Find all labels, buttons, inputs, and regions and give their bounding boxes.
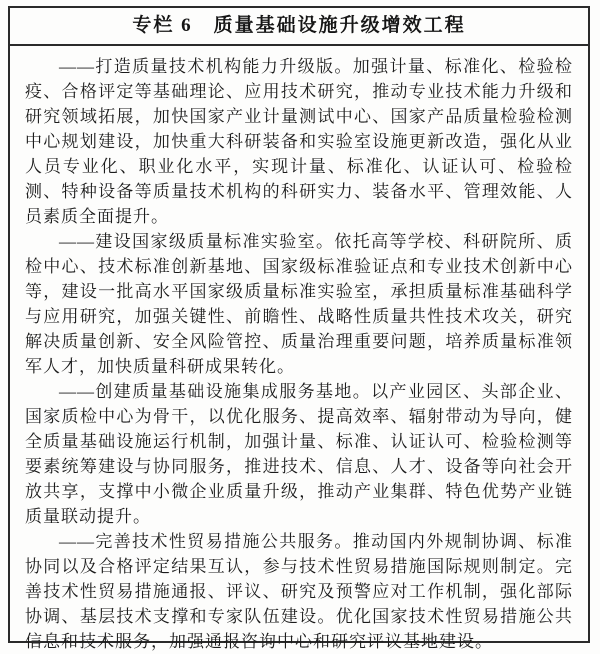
paragraph-national-quality-standard-labs: ——建设国家级质量标准实验室。依托高等学校、科研院所、质检中心、技术标准创新基地、国家级标准验证点和专业技术创新中心等，建设一批高水平国家级质量标准实验室，承担质量标准基础科学与应用研究，加强关键性、前瞻性、战略性质量共性技术攻关，研究解决质量创新、安全风险管控、质量治理重要问题，培养质量标准领军人才，加快质量科研成果转化。 xyxy=(25,232,573,376)
paragraph-technical-trade-measures: ——完善技术性贸易措施公共服务。推动国内外规制协调、标准协同以及合格评定结果互认，参与技术性贸易措施国际规则制定。完善技术性贸易措施通报、评议、研究及预警应对工作机制，强化部际协调、基层技术支撑和专家队伍建设。优化国家技术性贸易措施公共信息和技术服务，加强通报咨询中心和研究评议基地建设。 xyxy=(25,532,573,651)
box-title: 专栏 6 质量基础设施升级增效工程 xyxy=(10,8,588,46)
paragraph-integrated-service-bases: ——创建质量基础设施集成服务基地。以产业园区、头部企业、国家质检中心为骨干，以优化服务、提高效率、辐射带动为导向，健全质量基础设施运行机制，加强计量、标准、认证认可、检验检测等要素统筹建设与协同服务，推进技术、信息、人才、设备等向社会开放共享，支撑中小微企业质量升级，推动产业集群、特色优势产业链质量联动提升。 xyxy=(25,382,573,526)
paragraph-quality-tech-institutions: ——打造质量技术机构能力升级版。加强计量、标准化、检验检疫、合格评定等基础理论、应用技术研究，推动专业技术能力升级和研究领域拓展，加快国家产业计量测试中心、国家产品质量检验检测中心规划建设，加快重大科研装备和实验室设施更新改造，强化从业人员专业化、职业化水平，实现计量、标准化、认证认可、检验检测、特种设备等质量技术机构的科研实力、装备水平、管理效能、人员素质全面提升。 xyxy=(25,57,573,226)
box-body xyxy=(10,46,588,654)
callout-box xyxy=(8,6,590,651)
